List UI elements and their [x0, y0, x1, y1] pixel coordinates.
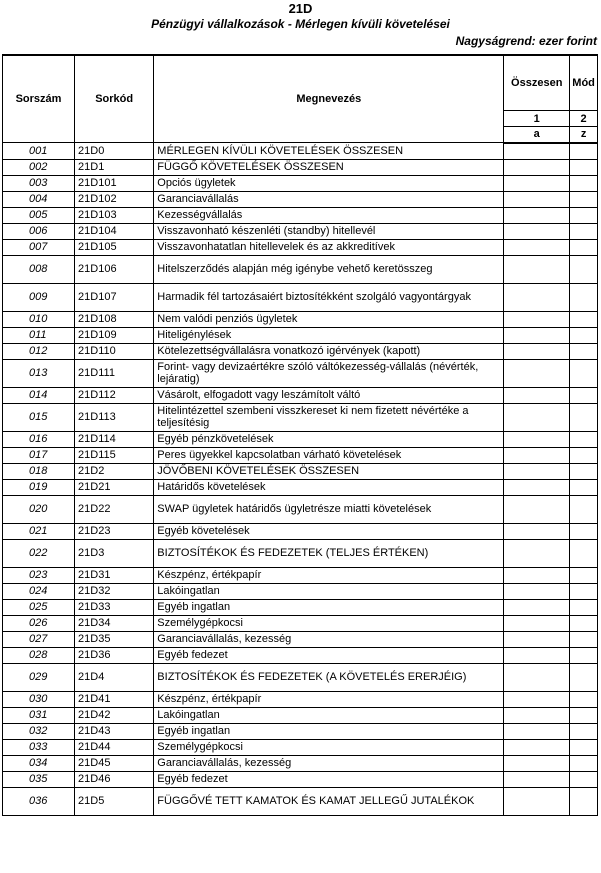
osszesen-cell[interactable]	[504, 143, 570, 160]
row-number: 030	[3, 691, 75, 707]
mod-cell[interactable]	[570, 707, 598, 723]
row-number: 008	[3, 255, 75, 283]
osszesen-cell[interactable]	[504, 631, 570, 647]
row-name: SWAP ügyletek határidős ügyletrésze miatti követelések	[154, 495, 504, 523]
col-header-mod: Mód	[570, 55, 598, 111]
mod-cell[interactable]	[570, 255, 598, 283]
row-number: 011	[3, 327, 75, 343]
row-name: BIZTOSÍTÉKOK ÉS FEDEZETEK (A KÖVETELÉS ERERJÉIG)	[154, 663, 504, 691]
row-name: Garanciavállalás, kezesség	[154, 755, 504, 771]
row-code: 21D44	[75, 739, 154, 755]
row-name: Forint- vagy devizaértékre szóló váltókezesség-vállalás (névérték, lejáratig)	[154, 359, 504, 387]
table-row	[3, 311, 598, 327]
osszesen-cell[interactable]	[504, 387, 570, 403]
row-number: 009	[3, 283, 75, 311]
osszesen-cell[interactable]	[504, 343, 570, 359]
osszesen-cell[interactable]	[504, 223, 570, 239]
row-number: 025	[3, 599, 75, 615]
row-number: 020	[3, 495, 75, 523]
row-name: FÜGGŐVÉ TETT KAMATOK ÉS KAMAT JELLEGŰ JUTALÉKOK	[154, 787, 504, 815]
mod-cell[interactable]	[570, 431, 598, 447]
row-name: Visszavonhatatlan hitellevelek és az akkreditívek	[154, 239, 504, 255]
row-name: Kezességvállalás	[154, 207, 504, 223]
mod-cell[interactable]	[570, 583, 598, 599]
table-row	[3, 787, 598, 815]
table-row	[3, 343, 598, 359]
mod-cell[interactable]	[570, 723, 598, 739]
row-code: 21D35	[75, 631, 154, 647]
row-name: Garanciavállalás, kezesség	[154, 631, 504, 647]
col-header-sorkod: Sorkód	[75, 55, 154, 143]
row-name: Határidős követelések	[154, 479, 504, 495]
row-name: Hiteligénylések	[154, 327, 504, 343]
table-row	[3, 447, 598, 463]
row-number: 004	[3, 191, 75, 207]
row-code: 21D4	[75, 663, 154, 691]
mod-cell[interactable]	[570, 755, 598, 771]
table-row	[3, 431, 598, 447]
row-number: 010	[3, 311, 75, 327]
row-name: Egyéb ingatlan	[154, 723, 504, 739]
row-number: 002	[3, 159, 75, 175]
table-row	[3, 495, 598, 523]
osszesen-cell[interactable]	[504, 663, 570, 691]
mod-cell[interactable]	[570, 787, 598, 815]
row-name: JÖVŐBENI KÖVETELÉSEK ÖSSZESEN	[154, 463, 504, 479]
row-name: Készpénz, értékpapír	[154, 567, 504, 583]
col-letter-osszesen: a	[504, 126, 570, 142]
row-name: Garanciavállalás	[154, 191, 504, 207]
row-code: 21D46	[75, 771, 154, 787]
osszesen-cell[interactable]	[504, 755, 570, 771]
table-row	[3, 583, 598, 599]
mod-cell[interactable]	[570, 631, 598, 647]
table-row	[3, 647, 598, 663]
row-code: 21D110	[75, 343, 154, 359]
row-code: 21D114	[75, 431, 154, 447]
unit-note: Nagyságrend: ezer forint	[455, 34, 597, 48]
mod-cell[interactable]	[570, 283, 598, 311]
table-row	[3, 223, 598, 239]
row-number: 015	[3, 403, 75, 431]
table-row	[3, 707, 598, 723]
table-row	[3, 463, 598, 479]
row-code: 21D115	[75, 447, 154, 463]
row-number: 035	[3, 771, 75, 787]
table-row	[3, 387, 598, 403]
report-table	[2, 54, 598, 816]
row-name: Egyéb pénzkövetelések	[154, 431, 504, 447]
row-code: 21D105	[75, 239, 154, 255]
mod-cell[interactable]	[570, 615, 598, 631]
row-code: 21D108	[75, 311, 154, 327]
osszesen-cell[interactable]	[504, 599, 570, 615]
row-number: 029	[3, 663, 75, 691]
row-number: 032	[3, 723, 75, 739]
row-code: 21D109	[75, 327, 154, 343]
col-number-osszesen: 1	[504, 111, 570, 127]
table-row	[3, 567, 598, 583]
table-row	[3, 599, 598, 615]
mod-cell[interactable]	[570, 343, 598, 359]
mod-cell[interactable]	[570, 539, 598, 567]
table-row	[3, 191, 598, 207]
osszesen-cell[interactable]	[504, 567, 570, 583]
row-code: 21D107	[75, 283, 154, 311]
row-name: Egyéb ingatlan	[154, 599, 504, 615]
table-row	[3, 739, 598, 755]
row-code: 21D113	[75, 403, 154, 431]
row-number: 028	[3, 647, 75, 663]
row-name: Egyéb követelések	[154, 523, 504, 539]
table-row	[3, 359, 598, 387]
col-header-sorszam: Sorszám	[3, 55, 75, 143]
row-code: 21D33	[75, 599, 154, 615]
row-name: BIZTOSÍTÉKOK ÉS FEDEZETEK (TELJES ÉRTÉKEN)	[154, 539, 504, 567]
row-code: 21D34	[75, 615, 154, 631]
mod-cell[interactable]	[570, 447, 598, 463]
osszesen-cell[interactable]	[504, 707, 570, 723]
table-row	[3, 143, 598, 160]
row-code: 21D32	[75, 583, 154, 599]
row-name: Opciós ügyletek	[154, 175, 504, 191]
row-code: 21D3	[75, 539, 154, 567]
osszesen-cell[interactable]	[504, 463, 570, 479]
mod-cell[interactable]	[570, 739, 598, 755]
osszesen-cell[interactable]	[504, 539, 570, 567]
row-name: Vásárolt, elfogadott vagy leszámítolt váltó	[154, 387, 504, 403]
row-number: 006	[3, 223, 75, 239]
mod-cell[interactable]	[570, 403, 598, 431]
table-row	[3, 631, 598, 647]
mod-cell[interactable]	[570, 663, 598, 691]
row-code: 21D36	[75, 647, 154, 663]
osszesen-cell[interactable]	[504, 431, 570, 447]
table-row	[3, 327, 598, 343]
row-number: 013	[3, 359, 75, 387]
row-number: 023	[3, 567, 75, 583]
table-row	[3, 539, 598, 567]
row-number: 003	[3, 175, 75, 191]
table-code: 21D	[288, 1, 313, 16]
row-number: 031	[3, 707, 75, 723]
row-code: 21D22	[75, 495, 154, 523]
row-number: 007	[3, 239, 75, 255]
mod-cell[interactable]	[570, 567, 598, 583]
row-number: 014	[3, 387, 75, 403]
mod-cell[interactable]	[570, 387, 598, 403]
row-name: Lakóingatlan	[154, 583, 504, 599]
mod-cell[interactable]	[570, 599, 598, 615]
mod-cell[interactable]	[570, 463, 598, 479]
row-code: 21D0	[75, 143, 154, 160]
row-name: Egyéb fedezet	[154, 647, 504, 663]
mod-cell[interactable]	[570, 191, 598, 207]
row-code: 21D1	[75, 159, 154, 175]
row-name: Személygépkocsi	[154, 615, 504, 631]
row-number: 012	[3, 343, 75, 359]
table-row	[3, 403, 598, 431]
osszesen-cell[interactable]	[504, 647, 570, 663]
col-header-osszesen: Összesen	[504, 55, 570, 111]
row-code: 21D41	[75, 691, 154, 707]
mod-cell[interactable]	[570, 311, 598, 327]
row-number: 027	[3, 631, 75, 647]
osszesen-cell[interactable]	[504, 283, 570, 311]
row-name: Hitelszerződés alapján még igénybe vehető keretösszeg	[154, 255, 504, 283]
osszesen-cell[interactable]	[504, 311, 570, 327]
row-number: 024	[3, 583, 75, 599]
row-number: 021	[3, 523, 75, 539]
row-number: 017	[3, 447, 75, 463]
document-header	[0, 0, 601, 52]
row-name: Személygépkocsi	[154, 739, 504, 755]
col-letter-mod: z	[570, 126, 598, 142]
row-code: 21D101	[75, 175, 154, 191]
osszesen-cell[interactable]	[504, 615, 570, 631]
mod-cell[interactable]	[570, 771, 598, 787]
col-header-megnevezes: Megnevezés	[154, 55, 504, 143]
table-row	[3, 723, 598, 739]
osszesen-cell[interactable]	[504, 207, 570, 223]
row-number: 016	[3, 431, 75, 447]
table-row	[3, 755, 598, 771]
osszesen-cell[interactable]	[504, 327, 570, 343]
osszesen-cell[interactable]	[504, 723, 570, 739]
mod-cell[interactable]	[570, 359, 598, 387]
row-code: 21D2	[75, 463, 154, 479]
osszesen-cell[interactable]	[504, 787, 570, 815]
row-name: Nem valódi penziós ügyletek	[154, 311, 504, 327]
row-name: Egyéb fedezet	[154, 771, 504, 787]
osszesen-cell[interactable]	[504, 159, 570, 175]
row-code: 21D23	[75, 523, 154, 539]
row-number: 026	[3, 615, 75, 631]
row-name: Harmadik fél tartozásaiért biztosítékként szolgáló vagyontárgyak	[154, 283, 504, 311]
table-row	[3, 771, 598, 787]
row-name: Készpénz, értékpapír	[154, 691, 504, 707]
mod-cell[interactable]	[570, 143, 598, 160]
row-code: 21D104	[75, 223, 154, 239]
row-number: 019	[3, 479, 75, 495]
table-row	[3, 255, 598, 283]
osszesen-cell[interactable]	[504, 523, 570, 539]
row-name: Lakóingatlan	[154, 707, 504, 723]
mod-cell[interactable]	[570, 523, 598, 539]
row-code: 21D21	[75, 479, 154, 495]
row-code: 21D31	[75, 567, 154, 583]
osszesen-cell[interactable]	[504, 771, 570, 787]
row-code: 21D43	[75, 723, 154, 739]
table-row	[3, 207, 598, 223]
table-row	[3, 691, 598, 707]
row-number: 036	[3, 787, 75, 815]
table-row	[3, 175, 598, 191]
osszesen-cell[interactable]	[504, 239, 570, 255]
osszesen-cell[interactable]	[504, 447, 570, 463]
table-row	[3, 239, 598, 255]
table-row	[3, 283, 598, 311]
table-row	[3, 479, 598, 495]
row-code: 21D42	[75, 707, 154, 723]
row-number: 034	[3, 755, 75, 771]
mod-cell[interactable]	[570, 239, 598, 255]
osszesen-cell[interactable]	[504, 359, 570, 387]
osszesen-cell[interactable]	[504, 175, 570, 191]
row-code: 21D111	[75, 359, 154, 387]
table-body	[3, 143, 598, 816]
mod-cell[interactable]	[570, 223, 598, 239]
osszesen-cell[interactable]	[504, 691, 570, 707]
mod-cell[interactable]	[570, 207, 598, 223]
mod-cell[interactable]	[570, 479, 598, 495]
row-name: Kötelezettségvállalásra vonatkozó igérvények (kapott)	[154, 343, 504, 359]
row-name: Hitelintézettel szembeni visszkereset ki nem fizetett névértéke a teljesítésig	[154, 403, 504, 431]
osszesen-cell[interactable]	[504, 403, 570, 431]
osszesen-cell[interactable]	[504, 255, 570, 283]
table-row	[3, 159, 598, 175]
osszesen-cell[interactable]	[504, 583, 570, 599]
row-code: 21D5	[75, 787, 154, 815]
row-code: 21D103	[75, 207, 154, 223]
osszesen-cell[interactable]	[504, 739, 570, 755]
row-number: 005	[3, 207, 75, 223]
row-name: MÉRLEGEN KÍVÜLI KÖVETELÉSEK ÖSSZESEN	[154, 143, 504, 160]
row-code: 21D45	[75, 755, 154, 771]
row-code: 21D112	[75, 387, 154, 403]
osszesen-cell[interactable]	[504, 479, 570, 495]
col-number-mod: 2	[570, 111, 598, 127]
table-row	[3, 523, 598, 539]
row-name: FÜGGŐ KÖVETELÉSEK ÖSSZESEN	[154, 159, 504, 175]
table-row	[3, 663, 598, 691]
mod-cell[interactable]	[570, 175, 598, 191]
row-number: 033	[3, 739, 75, 755]
row-number: 001	[3, 143, 75, 160]
row-number: 022	[3, 539, 75, 567]
row-code: 21D102	[75, 191, 154, 207]
row-code: 21D106	[75, 255, 154, 283]
row-name: Visszavonható készenléti (standby) hitellevél	[154, 223, 504, 239]
mod-cell[interactable]	[570, 691, 598, 707]
row-number: 018	[3, 463, 75, 479]
row-name: Peres ügyekkel kapcsolatban várható követelések	[154, 447, 504, 463]
mod-cell[interactable]	[570, 159, 598, 175]
table-row	[3, 615, 598, 631]
mod-cell[interactable]	[570, 495, 598, 523]
mod-cell[interactable]	[570, 327, 598, 343]
mod-cell[interactable]	[570, 647, 598, 663]
osszesen-cell[interactable]	[504, 191, 570, 207]
osszesen-cell[interactable]	[504, 495, 570, 523]
table-title: Pénzügyi vállalkozások - Mérlegen kívüli követelései	[151, 17, 450, 31]
